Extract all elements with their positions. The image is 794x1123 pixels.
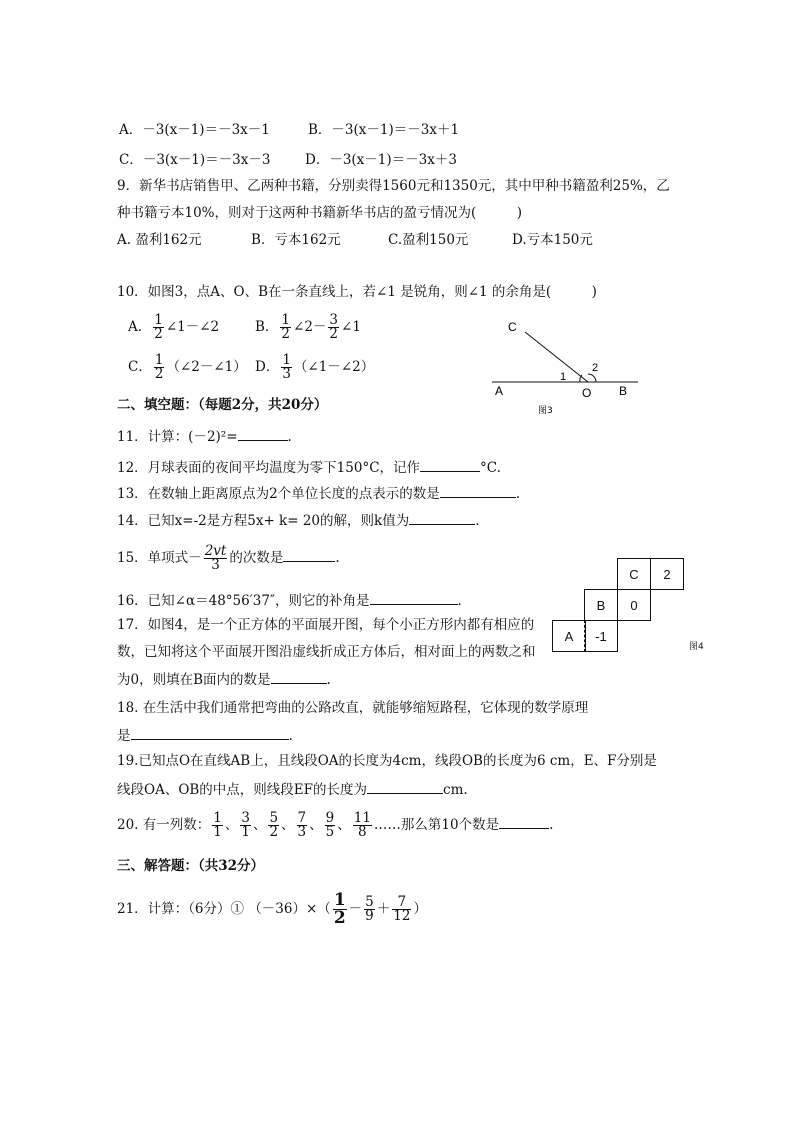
q18-line2 bbox=[117, 725, 293, 745]
q20-separator: 、 bbox=[281, 817, 295, 833]
q13-end: . bbox=[515, 486, 521, 502]
q20-answer-blank[interactable] bbox=[499, 814, 549, 829]
q10-option-a-frac: $\frac{1}{2}$ bbox=[154, 312, 163, 342]
q15 bbox=[117, 538, 340, 578]
q10-option-d-label: D． bbox=[255, 359, 280, 375]
section-2-title: 二、填空题：（每题2分，共20分） bbox=[117, 397, 328, 413]
q10-option-c-tail: （∠2－∠1） bbox=[166, 359, 247, 375]
q19-answer-blank[interactable] bbox=[367, 779, 443, 794]
q10-option-a-label: A． bbox=[128, 319, 152, 335]
net-face-c: C bbox=[617, 558, 651, 590]
q12-text: 12．月球表面的夜间平均温度为零下150°C，记作 bbox=[117, 460, 421, 476]
q19-line1: 19.已知点O在直线AB上，且线段OA的长度为4cm，线段OB的长度为6 cm，E、F分别是 bbox=[117, 753, 657, 769]
q15-answer-blank[interactable] bbox=[283, 547, 335, 562]
ray-oc bbox=[525, 332, 588, 382]
label-b: B bbox=[619, 384, 628, 398]
q14-answer-blank[interactable] bbox=[409, 510, 475, 525]
q21 bbox=[117, 888, 427, 930]
figure-4-caption: 图4 bbox=[689, 642, 704, 652]
q20-end: . bbox=[549, 817, 554, 833]
q10-option-b-frac2: $\frac{3}{2}$ bbox=[329, 312, 339, 342]
q10-option-b-label: B． bbox=[255, 319, 279, 335]
q10-option-d-tail: （∠1－∠2） bbox=[293, 359, 375, 375]
angle-2-arc bbox=[588, 374, 596, 382]
q21-plus: ＋ bbox=[376, 901, 391, 917]
q13 bbox=[117, 483, 520, 503]
net-face-neg1: -1 bbox=[584, 620, 618, 652]
q13-answer-blank[interactable] bbox=[440, 483, 516, 498]
q16 bbox=[117, 590, 462, 610]
q12-unit: °C. bbox=[480, 460, 501, 476]
q16-end: . bbox=[457, 593, 462, 609]
q13-text: 13．在数轴上距离原点为2个单位长度的点表示的数是 bbox=[117, 486, 440, 502]
q8-option-b: B．－3(x－1)＝－3x＋1 bbox=[308, 122, 460, 138]
q10-option-d-frac: $\frac{1}{3}$ bbox=[282, 352, 291, 382]
figure-3-caption: 图3 bbox=[538, 406, 553, 416]
q21-minus: － bbox=[348, 901, 363, 917]
q9-option-b: B．亏本162元 bbox=[251, 232, 341, 248]
q21-frac-1: $\frac{1}{2}$ bbox=[333, 890, 346, 928]
q14-end: . bbox=[475, 513, 480, 529]
q20-separator: 、 bbox=[252, 817, 267, 833]
net-face-2: 2 bbox=[650, 558, 684, 590]
q17-line3-text: 为0，则填在B面内的数是 bbox=[117, 672, 271, 688]
q17-line1: 17．如图4，是一个正方体的平面展开图，每个小正方形内都有相应的 bbox=[117, 617, 535, 633]
q21-frac-3: $\frac{7}{12}$ bbox=[393, 894, 411, 924]
label-angle-1: 1 bbox=[560, 371, 567, 383]
net-face-a: A bbox=[552, 620, 586, 652]
label-c: C bbox=[508, 320, 517, 334]
q18-end: . bbox=[288, 728, 293, 744]
q18-line1: 18. 在生活中我们通常把弯曲的公路改直，就能够缩短路程，它体现的数学原理 bbox=[117, 700, 589, 716]
q20-separator: 、 bbox=[309, 817, 323, 833]
q8-option-a: A．－3(x－1)＝－3x－1 bbox=[119, 122, 270, 138]
q15-post: 的次数是 bbox=[229, 550, 284, 566]
q21-close: ） bbox=[413, 901, 427, 917]
q21-frac-2: $\frac{5}{9}$ bbox=[365, 894, 374, 924]
q20-term-4: $\frac{7}{3}$ bbox=[297, 810, 307, 840]
q14 bbox=[117, 510, 480, 530]
q10-stem: 10．如图3，点A、O、B在一条直线上，若∠1 是锐角，则∠1 的余角是( ) bbox=[117, 284, 597, 300]
figure-3-angle-diagram bbox=[480, 312, 650, 422]
label-a: A bbox=[495, 384, 504, 398]
q20-term-3: $\frac{5}{2}$ bbox=[269, 810, 279, 840]
q9-stem-line1: 9．新华书店销售甲、乙两种书籍，分别卖得1560元和1350元，其中甲种书籍盈利25%，乙 bbox=[117, 178, 670, 194]
label-o: O bbox=[582, 386, 592, 400]
figure-4-cube-net bbox=[552, 558, 712, 658]
q16-answer-blank[interactable] bbox=[370, 590, 458, 605]
q17-end: . bbox=[326, 672, 331, 688]
q10-option-b bbox=[255, 312, 361, 342]
q10-option-d bbox=[255, 352, 374, 382]
q10-option-a bbox=[128, 312, 219, 342]
q20-separator: 、 bbox=[337, 817, 351, 833]
q15-monomial-frac: $\frac{2vt}{3}$ bbox=[204, 543, 227, 573]
q10-option-c-frac: $\frac{1}{2}$ bbox=[154, 352, 164, 382]
q9-option-d: D.亏本150元 bbox=[512, 232, 593, 248]
q21-pre: 21．计算：（6分）① （－36）×（ bbox=[117, 901, 331, 917]
q19-line2 bbox=[117, 779, 468, 799]
q20-sequence bbox=[210, 810, 374, 840]
q17-line2: 数，已知将这个平面展开图沿虚线折成正方体后，相对面上的两数之和 bbox=[117, 644, 536, 660]
q16-text: 16．已知∠α＝48°56′37″，则它的补角是 bbox=[117, 593, 370, 609]
q8-option-d: D．－3(x－1)＝－3x＋3 bbox=[305, 152, 457, 168]
q20 bbox=[117, 806, 553, 844]
q11-answer-blank[interactable] bbox=[238, 426, 288, 441]
q20-pre: 20. 有一列数： bbox=[117, 817, 211, 833]
q12 bbox=[117, 457, 501, 477]
q20-term-2: $\frac{3}{1}$ bbox=[241, 810, 250, 840]
q11 bbox=[117, 426, 292, 446]
q15-end: . bbox=[335, 550, 340, 566]
q20-term-6: $\frac{11}{8}$ bbox=[353, 810, 371, 840]
q10-option-c bbox=[128, 352, 247, 382]
q8-option-c: C．－3(x－1)＝－3x－3 bbox=[119, 152, 271, 168]
q9-option-c: C.盈利150元 bbox=[388, 232, 469, 248]
q10-option-a-tail: ∠1－∠2 bbox=[165, 319, 220, 335]
q10-option-b-mid: ∠2－ bbox=[293, 319, 327, 335]
q20-term-1: $\frac{1}{1}$ bbox=[213, 810, 222, 840]
q19-line2-text: 线段OA、OB的中点，则线段EF的长度为 bbox=[117, 782, 368, 798]
q9-stem-line2: 种书籍亏本10%，则对于这两种书籍新华书店的盈亏情况为( ) bbox=[117, 205, 523, 221]
q15-pre: 15．单项式－ bbox=[117, 550, 202, 566]
q17-line3 bbox=[117, 669, 331, 689]
q20-post: ……那么第10个数是 bbox=[373, 817, 500, 833]
q11-text: 11．计算：(－2)²= bbox=[117, 429, 238, 445]
q9-option-a: A. 盈利162元 bbox=[117, 232, 202, 248]
net-face-b: B bbox=[584, 589, 618, 621]
net-face-0: 0 bbox=[617, 589, 651, 621]
q11-end: . bbox=[287, 429, 292, 445]
q17-answer-blank[interactable] bbox=[271, 669, 327, 684]
q18-line2-text: 是 bbox=[117, 728, 131, 744]
q10-option-b-tail: ∠1 bbox=[341, 319, 361, 335]
q20-term-5: $\frac{9}{5}$ bbox=[325, 810, 335, 840]
q20-separator: 、 bbox=[224, 817, 239, 833]
q19-end: cm. bbox=[443, 782, 468, 798]
q10-option-c-label: C． bbox=[128, 359, 152, 375]
section-3-title: 三、解答题：（共32分） bbox=[117, 858, 265, 874]
label-angle-2: 2 bbox=[592, 362, 599, 374]
q10-option-b-frac1: $\frac{1}{2}$ bbox=[281, 312, 291, 342]
q12-answer-blank[interactable] bbox=[420, 457, 480, 472]
q18-answer-blank[interactable] bbox=[131, 725, 289, 740]
q14-text: 14．已知x=-2是方程5x+ k= 20的解，则k值为 bbox=[117, 513, 410, 529]
